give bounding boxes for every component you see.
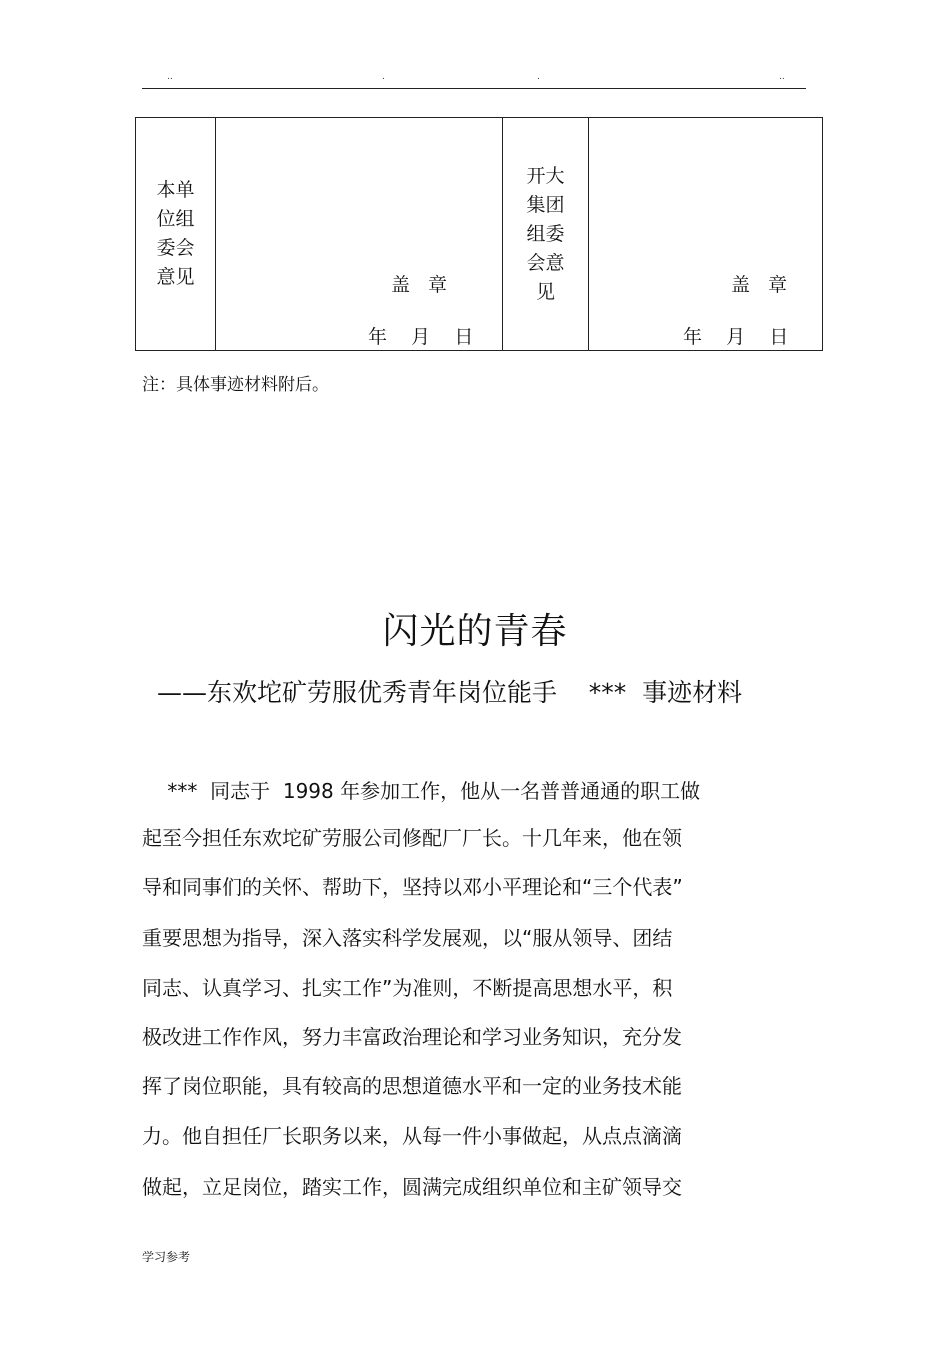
body-line: 力。他自担任厂长职务以来，从每一件小事做起，从点点滴滴 [142,1124,682,1148]
unit-committee-opinion-cell [216,118,503,351]
body-line: 导和同事们的关怀、帮助下，坚持以邓小平理论和“三个代表” [142,875,683,899]
seal-label: 盖 章 [391,274,454,296]
body-line: 重要思想为指导，深入落实科学发展观，以“服从领导、团结 [142,926,673,950]
date-label: 年 月 日 [368,326,474,348]
article-subtitle: ——东欢坨矿劳服优秀青年岗位能手 *** 事迹材料 [157,678,743,707]
header-mark: .. [779,72,785,82]
header-mark: .. [167,72,173,82]
body-line: 同志、认真学习、扎实工作”为准则，不断提高思想水平，积 [142,976,673,1000]
footer-text: 学习参考 [142,1250,191,1264]
header-rule [142,88,806,89]
header-mark: . [537,72,540,82]
opinion-table [135,117,823,351]
group-committee-label: 开大 集团 组委 会意 见 [503,118,589,351]
body-line: *** 同志于 1998 年参加工作，他从一名普普通通的职工做 [142,779,701,803]
body-line: 起至今担任东欢坨矿劳服公司修配厂厂长。十几年来，他在领 [142,826,682,850]
group-committee-opinion-cell [589,118,823,351]
unit-committee-label: 本单 位组 委会 意见 [136,118,216,351]
header-mark: . [382,72,385,82]
article-title: 闪光的青春 [382,611,568,652]
body-line: 做起，立足岗位，踏实工作，圆满完成组织单位和主矿领导交 [142,1175,682,1199]
body-line: 极改进工作作风，努力丰富政治理论和学习业务知识，充分发 [142,1025,682,1049]
note-text: 注：具体事迹材料附后。 [142,375,329,395]
seal-label: 盖 章 [731,274,794,296]
date-label: 年 月 日 [683,326,789,348]
body-line: 挥了岗位职能，具有较高的思想道德水平和一定的业务技术能 [142,1074,682,1098]
